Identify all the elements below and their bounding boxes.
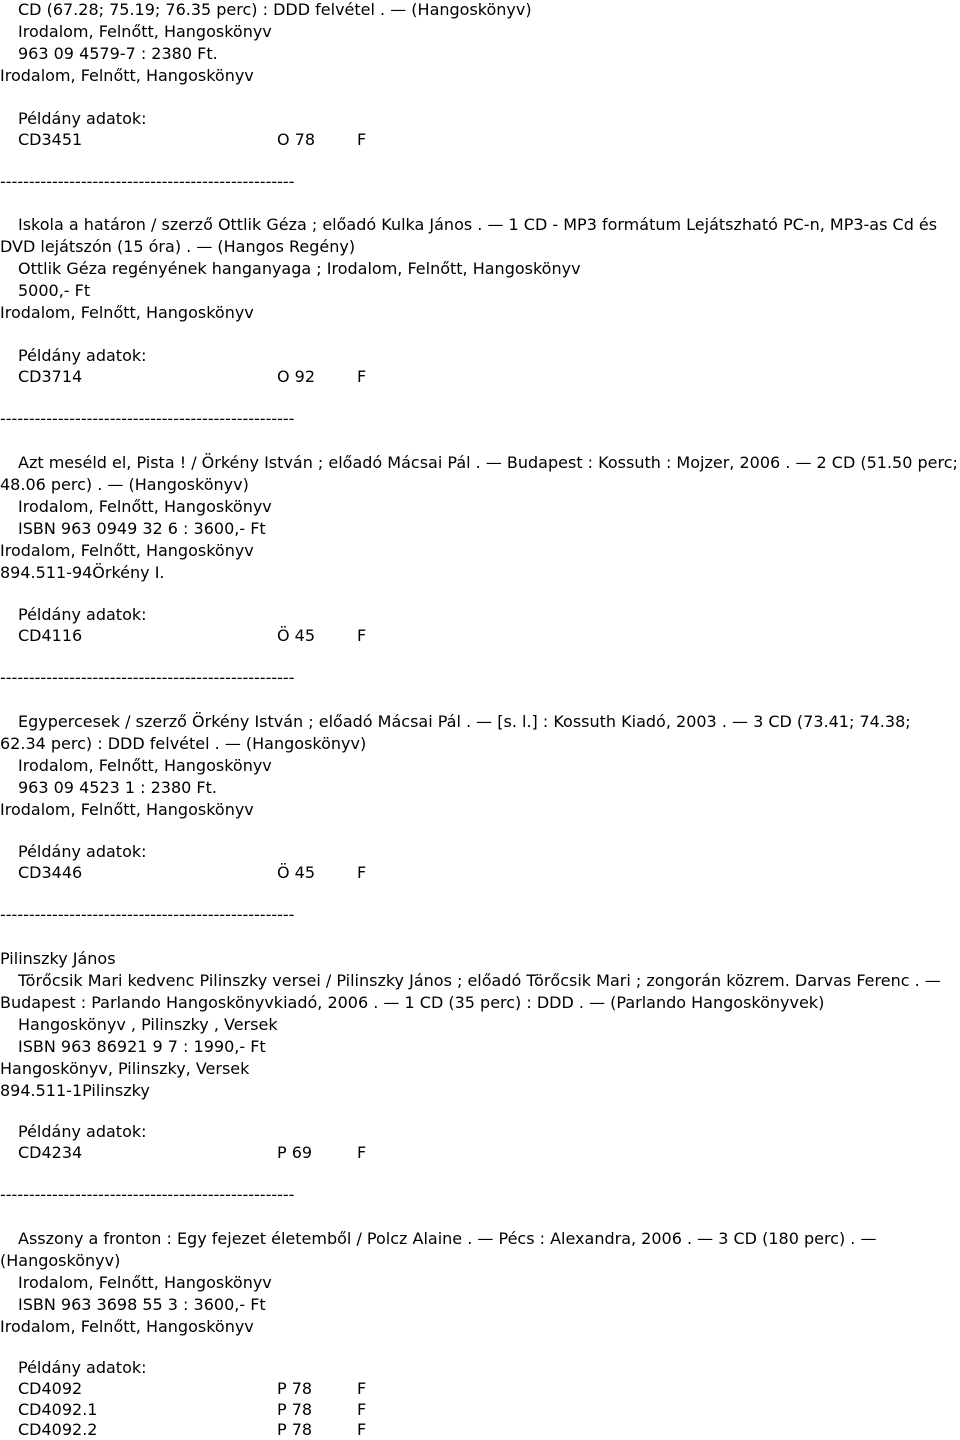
status-flag: F bbox=[357, 130, 367, 149]
record-line: Irodalom, Felnőtt, Hangoskönyv bbox=[18, 497, 272, 516]
record-line: Irodalom, Felnőtt, Hangoskönyv bbox=[18, 756, 272, 775]
shelf-mark: O 92 bbox=[277, 367, 316, 386]
copy-data-label: Példány adatok: bbox=[18, 346, 147, 365]
record-line: CD (67.28; 75.19; 76.35 perc) : DDD felvétel . — (Hangoskönyv) bbox=[18, 0, 532, 19]
record-line: Irodalom, Felnőtt, Hangoskönyv bbox=[0, 66, 254, 85]
shelf-mark: P 78 bbox=[277, 1379, 313, 1398]
status-flag: F bbox=[357, 367, 367, 386]
copy-data-label: Példány adatok: bbox=[18, 109, 147, 128]
separator: --------------------------------------------------- bbox=[0, 668, 295, 687]
record-line: Budapest : Parlando Hangoskönyvkiadó, 2006 . — 1 CD (35 perc) : DDD . — (Parlando Hangoskönyvek) bbox=[0, 993, 825, 1012]
status-flag: F bbox=[357, 1400, 367, 1419]
record-line: ISBN 963 86921 9 7 : 1990,- Ft bbox=[18, 1037, 266, 1056]
separator: --------------------------------------------------- bbox=[0, 172, 295, 191]
shelf-mark: P 69 bbox=[277, 1143, 313, 1162]
record-line: 62.34 perc) : DDD felvétel . — (Hangoskönyv) bbox=[0, 734, 367, 753]
record-line: ISBN 963 3698 55 3 : 3600,- Ft bbox=[18, 1295, 266, 1314]
record-line: 963 09 4523 1 : 2380 Ft. bbox=[18, 778, 217, 797]
copy-id: CD4116 bbox=[18, 626, 83, 645]
separator: --------------------------------------------------- bbox=[0, 1185, 295, 1204]
record-line: 48.06 perc) . — (Hangoskönyv) bbox=[0, 475, 249, 494]
copy-data-label: Példány adatok: bbox=[18, 1122, 147, 1141]
status-flag: F bbox=[357, 863, 367, 882]
record-line: Egypercesek / szerző Örkény István ; előadó Mácsai Pál . — [s. l.] : Kossuth Kiadó, 2003 . — 3 CD (73.41; 74.38; bbox=[18, 712, 911, 731]
record-line: Irodalom, Felnőtt, Hangoskönyv bbox=[0, 800, 254, 819]
record-line: ISBN 963 0949 32 6 : 3600,- Ft bbox=[18, 519, 266, 538]
record-line: Iskola a határon / szerző Ottlik Géza ; előadó Kulka János . — 1 CD - MP3 formátum Lejátszható PC-n, MP3-as Cd és bbox=[18, 215, 938, 234]
record-line: 963 09 4579-7 : 2380 Ft. bbox=[18, 44, 218, 63]
record-line: Törőcsik Mari kedvenc Pilinszky versei / Pilinszky János ; előadó Törőcsik Mari ; zongorán közrem. Darvas Ferenc . — bbox=[18, 971, 941, 990]
record-line: (Hangoskönyv) bbox=[0, 1251, 121, 1270]
record-line: Irodalom, Felnőtt, Hangoskönyv bbox=[0, 541, 254, 560]
separator: --------------------------------------------------- bbox=[0, 905, 295, 924]
separator: --------------------------------------------------- bbox=[0, 409, 295, 428]
copy-id: CD4092 bbox=[18, 1379, 83, 1398]
record-line: Asszony a fronton : Egy fejezet életemből / Polcz Alaine . — Pécs : Alexandra, 2006 . — 3 CD (180 perc) . — bbox=[18, 1229, 877, 1248]
record-line: DVD lejátszón (15 óra) . — (Hangos Regény) bbox=[0, 237, 356, 256]
record-line: Irodalom, Felnőtt, Hangoskönyv bbox=[18, 22, 272, 41]
copy-id: CD4092.2 bbox=[18, 1420, 98, 1439]
copy-id: CD4234 bbox=[18, 1143, 83, 1162]
record-line: Hangoskönyv, Pilinszky, Versek bbox=[0, 1059, 250, 1078]
record-line: 894.511-94Örkény I. bbox=[0, 563, 165, 582]
copy-id: CD3714 bbox=[18, 367, 83, 386]
status-flag: F bbox=[357, 626, 367, 645]
shelf-mark: P 78 bbox=[277, 1420, 313, 1439]
record-line: Hangoskönyv , Pilinszky , Versek bbox=[18, 1015, 278, 1034]
shelf-mark: O 78 bbox=[277, 130, 316, 149]
copy-data-label: Példány adatok: bbox=[18, 1358, 147, 1377]
shelf-mark: Ö 45 bbox=[277, 626, 316, 645]
copy-id: CD4092.1 bbox=[18, 1400, 98, 1419]
record-line: Azt meséld el, Pista ! / Örkény István ; előadó Mácsai Pál . — Budapest : Kossuth : Mojzer, 2006 . — 2 CD (51.50 perc; bbox=[18, 453, 958, 472]
record-line: Irodalom, Felnőtt, Hangoskönyv bbox=[0, 303, 254, 322]
shelf-mark: P 78 bbox=[277, 1400, 313, 1419]
copy-id: CD3451 bbox=[18, 130, 83, 149]
record-line: 894.511-1Pilinszky bbox=[0, 1081, 150, 1100]
copy-data-label: Példány adatok: bbox=[18, 605, 147, 624]
record-line: Irodalom, Felnőtt, Hangoskönyv bbox=[0, 1317, 254, 1336]
copy-id: CD3446 bbox=[18, 863, 83, 882]
record-line: 5000,- Ft bbox=[18, 281, 91, 300]
record-line: Irodalom, Felnőtt, Hangoskönyv bbox=[18, 1273, 272, 1292]
copy-data-label: Példány adatok: bbox=[18, 842, 147, 861]
record-line: Ottlik Géza regényének hanganyaga ; Irodalom, Felnőtt, Hangoskönyv bbox=[18, 259, 581, 278]
shelf-mark: Ö 45 bbox=[277, 863, 316, 882]
status-flag: F bbox=[357, 1420, 367, 1439]
author-heading: Pilinszky János bbox=[0, 949, 116, 968]
status-flag: F bbox=[357, 1143, 367, 1162]
status-flag: F bbox=[357, 1379, 367, 1398]
